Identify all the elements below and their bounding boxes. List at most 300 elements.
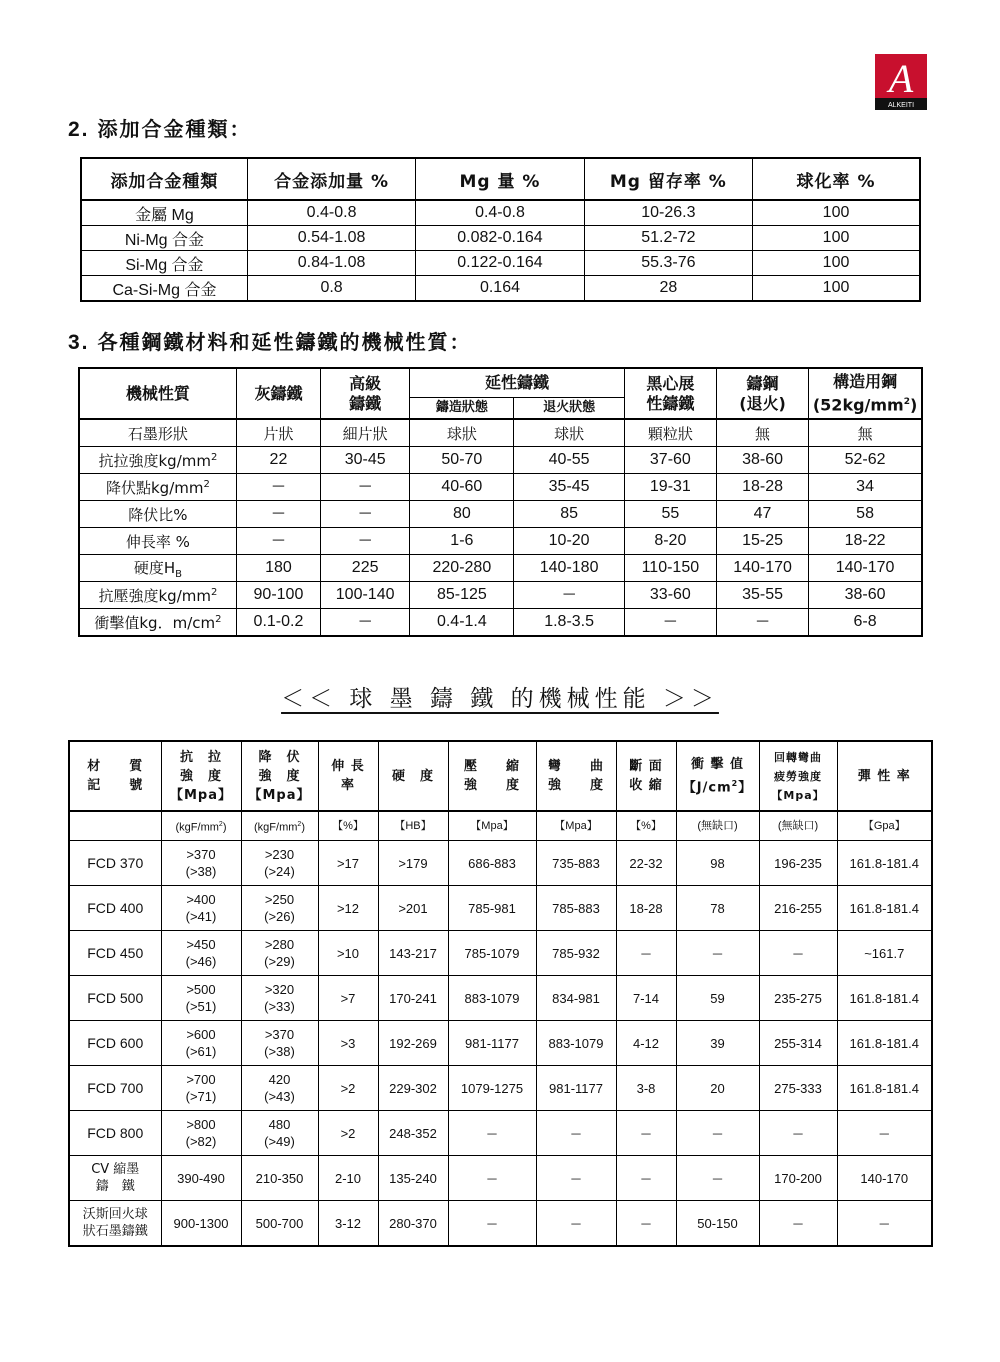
cell: >3 bbox=[318, 1021, 378, 1066]
cell: 30-45 bbox=[321, 447, 410, 474]
cell-line: (>33) bbox=[264, 999, 295, 1014]
cell: 225 bbox=[321, 555, 410, 582]
col-impact-value bbox=[676, 741, 759, 811]
superscript: 2 bbox=[215, 613, 222, 625]
cell: ─ bbox=[616, 1111, 676, 1156]
table-row bbox=[69, 931, 932, 976]
cell: 10-20 bbox=[514, 528, 624, 555]
cell: ─ bbox=[236, 501, 320, 528]
cell: 28 bbox=[584, 276, 752, 302]
row-label-text: 伸長率 % bbox=[125, 532, 190, 551]
unit-cell: 【Mpa】 bbox=[448, 811, 536, 841]
col-ductile-iron: 延性鑄鐵 bbox=[410, 368, 625, 398]
col-alloy-amount: 合金添加量 % bbox=[247, 158, 415, 200]
header-line: (52kg/mm bbox=[812, 395, 904, 415]
cell: 85 bbox=[514, 501, 624, 528]
cell: 229-302 bbox=[378, 1066, 448, 1111]
unit-cell: (無缺口) bbox=[759, 811, 837, 841]
cell: >17 bbox=[318, 841, 378, 886]
cell-line: CV 縮墨 bbox=[91, 1162, 140, 1177]
col-property: 機械性質 bbox=[79, 368, 236, 419]
cell bbox=[241, 886, 318, 931]
table-row bbox=[81, 251, 920, 276]
cell-line: 狀石墨鑄鐵 bbox=[82, 1224, 148, 1239]
row-label-text: 石墨形狀 bbox=[127, 424, 188, 443]
cell: 50-150 bbox=[676, 1201, 759, 1247]
cell: 0.54-1.08 bbox=[247, 226, 415, 251]
cell: 900-1300 bbox=[161, 1201, 241, 1247]
cell: 100 bbox=[753, 251, 920, 276]
cell-line: >500 bbox=[186, 982, 216, 997]
cell: ─ bbox=[716, 609, 808, 637]
col-fatigue-strength bbox=[759, 741, 837, 811]
unit-text: (kgF/mm bbox=[175, 821, 219, 834]
col-elongation bbox=[318, 741, 378, 811]
row-label-text: 衝擊值kg．m/cm bbox=[94, 613, 216, 632]
cell: 38-60 bbox=[809, 582, 922, 609]
cell: 100 bbox=[753, 226, 920, 251]
cell-line: >400 bbox=[186, 892, 216, 907]
header-line: 壓 縮 bbox=[463, 759, 520, 774]
cell: 785-981 bbox=[448, 886, 536, 931]
col-material bbox=[69, 741, 161, 811]
cell: 216-255 bbox=[759, 886, 837, 931]
grade-cell: FCD 600 bbox=[69, 1021, 161, 1066]
cell: 22-32 bbox=[616, 841, 676, 886]
col-bending-strength bbox=[536, 741, 616, 811]
cell: 135-240 bbox=[378, 1156, 448, 1201]
header-line: 伸 長 bbox=[331, 759, 365, 774]
grade-cell bbox=[69, 1156, 161, 1201]
cell: ─ bbox=[514, 582, 624, 609]
superscript: 2 bbox=[297, 820, 302, 828]
cell: ─ bbox=[321, 501, 410, 528]
table-row bbox=[69, 841, 932, 886]
cell: 47 bbox=[716, 501, 808, 528]
col-high-grade-iron bbox=[321, 368, 410, 419]
cell: 0.4-1.4 bbox=[410, 609, 514, 637]
unit-cell: 【%】 bbox=[616, 811, 676, 841]
col-yield-strength bbox=[241, 741, 318, 811]
cell-line: (>38) bbox=[185, 864, 217, 879]
col-annealed: 退火狀態 bbox=[514, 398, 624, 420]
header-line: 強 度 bbox=[258, 768, 301, 784]
cell: >7 bbox=[318, 976, 378, 1021]
cell: 0.082-0.164 bbox=[416, 226, 584, 251]
cell: 球狀 bbox=[410, 419, 514, 447]
cell: 100 bbox=[753, 276, 920, 302]
cell: 15-25 bbox=[716, 528, 808, 555]
cell bbox=[241, 1066, 318, 1111]
cell: 55 bbox=[624, 501, 716, 528]
table-row bbox=[79, 528, 922, 555]
cell: 7-14 bbox=[616, 976, 676, 1021]
cell: ─ bbox=[236, 474, 320, 501]
cell: 金屬 Mg bbox=[81, 200, 247, 226]
table-row bbox=[79, 609, 922, 637]
cell: ─ bbox=[616, 1156, 676, 1201]
company-logo bbox=[875, 54, 927, 110]
cell-line: (>82) bbox=[185, 1134, 217, 1149]
col-cast-steel bbox=[716, 368, 808, 419]
cell: 500-700 bbox=[241, 1201, 318, 1247]
header-line: 】 bbox=[738, 780, 753, 796]
header-line: 性鑄鐵 bbox=[646, 393, 695, 413]
cell-line: (>29) bbox=[264, 954, 295, 969]
header-line: 降 伏 bbox=[258, 749, 301, 765]
header-line: 率 bbox=[340, 778, 355, 793]
cell: 210-350 bbox=[241, 1156, 318, 1201]
cell: 161.8-181.4 bbox=[837, 841, 932, 886]
cell: 785-932 bbox=[536, 931, 616, 976]
cell-line: (>43) bbox=[264, 1089, 295, 1104]
cell: 170-241 bbox=[378, 976, 448, 1021]
cell-line: >600 bbox=[186, 1027, 216, 1042]
cell: >179 bbox=[378, 841, 448, 886]
table-row bbox=[69, 1066, 932, 1111]
cell: 110-150 bbox=[624, 555, 716, 582]
cell-line: >250 bbox=[264, 892, 295, 907]
unit-text: (kgF/mm bbox=[254, 821, 298, 834]
cell-line: 鑄 鐵 bbox=[95, 1179, 135, 1194]
row-label bbox=[79, 609, 236, 637]
row-label-text: 降伏點kg/mm bbox=[105, 478, 204, 497]
cell: ~161.7 bbox=[837, 931, 932, 976]
cell: 0.122-0.164 bbox=[416, 251, 584, 276]
unit-cell bbox=[241, 811, 318, 841]
cell: 39 bbox=[676, 1021, 759, 1066]
units-row bbox=[69, 811, 932, 841]
col-nodularity: 球化率 % bbox=[753, 158, 920, 200]
header-line: 強 度 bbox=[463, 778, 520, 793]
table-row bbox=[79, 555, 922, 582]
alloy-additives-table bbox=[80, 157, 921, 302]
cell-line: (>26) bbox=[264, 909, 295, 924]
cell: ─ bbox=[321, 474, 410, 501]
row-label-text: 降伏比% bbox=[128, 505, 188, 524]
cell: 4-12 bbox=[616, 1021, 676, 1066]
superscript: 2 bbox=[218, 820, 223, 828]
cell: 686-883 bbox=[448, 841, 536, 886]
cell: 883-1079 bbox=[536, 1021, 616, 1066]
table-header-row bbox=[79, 368, 922, 398]
table-row bbox=[79, 501, 922, 528]
cell: 38-60 bbox=[716, 447, 808, 474]
col-compressive-strength bbox=[448, 741, 536, 811]
header-line: 高級 bbox=[349, 373, 382, 393]
cell: 34 bbox=[809, 474, 922, 501]
unit-text: ) bbox=[222, 821, 227, 834]
cell: >2 bbox=[318, 1111, 378, 1156]
ductile-iron-grades-table bbox=[68, 740, 933, 1247]
header-line: (退火) bbox=[739, 393, 786, 413]
cell: 33-60 bbox=[624, 582, 716, 609]
row-label bbox=[79, 419, 236, 447]
header-line: 【Mpa】 bbox=[169, 787, 232, 803]
cell bbox=[241, 931, 318, 976]
cell: ─ bbox=[321, 528, 410, 555]
superscript: 2 bbox=[210, 451, 218, 463]
cell: 58 bbox=[809, 501, 922, 528]
cell-line: (>61) bbox=[185, 1044, 217, 1059]
cell: 40-60 bbox=[410, 474, 514, 501]
cell: 3-12 bbox=[318, 1201, 378, 1247]
col-elastic-modulus: 彈 性 率 bbox=[837, 741, 932, 811]
cell: 55.3-76 bbox=[584, 251, 752, 276]
cell: 735-883 bbox=[536, 841, 616, 886]
cell: 170-200 bbox=[759, 1156, 837, 1201]
header-line: 構造用鋼 bbox=[833, 371, 898, 391]
unit-cell: 【%】 bbox=[318, 811, 378, 841]
header-line: 鑄鐵 bbox=[349, 393, 382, 413]
col-mg-retention: Mg 留存率 % bbox=[584, 158, 752, 200]
cell-line: >280 bbox=[264, 937, 295, 952]
cell-line: (>71) bbox=[185, 1089, 217, 1104]
header-line: 斷 面 bbox=[629, 759, 663, 774]
cell-line: (>41) bbox=[185, 909, 217, 924]
col-mg-amount: Mg 量 % bbox=[416, 158, 584, 200]
cell: 片狀 bbox=[236, 419, 320, 447]
cell: 0.84-1.08 bbox=[247, 251, 415, 276]
cell: ─ bbox=[676, 1156, 759, 1201]
cell: 51.2-72 bbox=[584, 226, 752, 251]
cell: 顆粒狀 bbox=[624, 419, 716, 447]
cell: 18-22 bbox=[809, 528, 922, 555]
cell: ─ bbox=[448, 1156, 536, 1201]
grade-cell: FCD 700 bbox=[69, 1066, 161, 1111]
section-3-text: 各種鋼鐵材料和延性鑄鐵的機械性質： bbox=[97, 330, 472, 354]
cell: 143-217 bbox=[378, 931, 448, 976]
col-reduction-of-area bbox=[616, 741, 676, 811]
cell-line: >800 bbox=[186, 1117, 216, 1132]
unit-cell: 【HB】 bbox=[378, 811, 448, 841]
cell: 98 bbox=[676, 841, 759, 886]
header-line: 材 質 bbox=[87, 759, 144, 774]
cell: 78 bbox=[676, 886, 759, 931]
cell: 59 bbox=[676, 976, 759, 1021]
cell: 無 bbox=[809, 419, 922, 447]
cell: 180 bbox=[236, 555, 320, 582]
cell-line: >450 bbox=[186, 937, 216, 952]
col-tensile-strength bbox=[161, 741, 241, 811]
header-line: 【Mpa】 bbox=[248, 787, 311, 803]
cell: 275-333 bbox=[759, 1066, 837, 1111]
cell: >10 bbox=[318, 931, 378, 976]
table-row bbox=[79, 582, 922, 609]
header-line: 記 號 bbox=[87, 778, 144, 793]
cell bbox=[161, 1111, 241, 1156]
cell bbox=[161, 886, 241, 931]
cell: >201 bbox=[378, 886, 448, 931]
header-line: 衝 擊 值 bbox=[690, 756, 745, 772]
cell: 0.4-0.8 bbox=[416, 200, 584, 226]
header-line: 黑心展 bbox=[646, 373, 695, 393]
cell: 8-20 bbox=[624, 528, 716, 555]
row-label-text: 抗壓強度kg/mm bbox=[98, 586, 211, 605]
cell: 140-170 bbox=[837, 1156, 932, 1201]
cell: 220-280 bbox=[410, 555, 514, 582]
table-row bbox=[81, 200, 920, 226]
section-3-number: 3. bbox=[68, 331, 90, 354]
cell: 161.8-181.4 bbox=[837, 886, 932, 931]
cell bbox=[161, 931, 241, 976]
cell: ─ bbox=[616, 931, 676, 976]
table-row bbox=[81, 276, 920, 302]
cell bbox=[241, 976, 318, 1021]
cell-line: 420 bbox=[268, 1072, 291, 1087]
cell-line: >700 bbox=[186, 1072, 216, 1087]
section-2-title bbox=[68, 113, 252, 142]
cell: Ni-Mg 合金 bbox=[81, 226, 247, 251]
col-gray-iron: 灰鑄鐵 bbox=[236, 368, 320, 419]
cell: 0.8 bbox=[247, 276, 415, 302]
unit-cell: 【Gpa】 bbox=[837, 811, 932, 841]
logo-letter: A bbox=[888, 56, 914, 101]
cell: 19-31 bbox=[624, 474, 716, 501]
grade-cell: FCD 370 bbox=[69, 841, 161, 886]
logo-caption: ALKEITI bbox=[887, 102, 915, 109]
cell: 球狀 bbox=[514, 419, 624, 447]
cell: ─ bbox=[676, 1111, 759, 1156]
cell: 80 bbox=[410, 501, 514, 528]
section-3-title bbox=[68, 326, 472, 355]
table-row bbox=[69, 1021, 932, 1066]
cell: ─ bbox=[236, 528, 320, 555]
cell: ─ bbox=[676, 931, 759, 976]
cell: 785-883 bbox=[536, 886, 616, 931]
cell-line: 480 bbox=[268, 1117, 291, 1132]
cell bbox=[241, 1111, 318, 1156]
cell: 1-6 bbox=[410, 528, 514, 555]
header-line: 抗 拉 bbox=[179, 749, 222, 765]
cell: Ca-Si-Mg 合金 bbox=[81, 276, 247, 302]
cell: 細片狀 bbox=[321, 419, 410, 447]
cell: 280-370 bbox=[378, 1201, 448, 1247]
table-row bbox=[69, 886, 932, 931]
unit-cell bbox=[161, 811, 241, 841]
cell: ─ bbox=[624, 609, 716, 637]
cell: 50-70 bbox=[410, 447, 514, 474]
cell-line: (>51) bbox=[185, 999, 217, 1014]
cell: ─ bbox=[536, 1111, 616, 1156]
cell: 35-55 bbox=[716, 582, 808, 609]
cell: 1079-1275 bbox=[448, 1066, 536, 1111]
cell: 785-1079 bbox=[448, 931, 536, 976]
table-row bbox=[69, 1156, 932, 1201]
cell: 52-62 bbox=[809, 447, 922, 474]
cell: 20 bbox=[676, 1066, 759, 1111]
cell-line: >230 bbox=[264, 847, 295, 862]
cell: 18-28 bbox=[616, 886, 676, 931]
cell: ─ bbox=[759, 1111, 837, 1156]
table-header-row bbox=[81, 158, 920, 200]
unit-cell bbox=[69, 811, 161, 841]
header-line: 【Mpa】 bbox=[771, 788, 825, 802]
ductile-iron-banner bbox=[0, 680, 1000, 713]
cell: 100-140 bbox=[321, 582, 410, 609]
cell: 981-1177 bbox=[448, 1021, 536, 1066]
row-label bbox=[79, 447, 236, 474]
unit-text: ) bbox=[301, 821, 305, 834]
header-line: 收 縮 bbox=[629, 778, 663, 793]
table-row bbox=[69, 1111, 932, 1156]
table-row bbox=[79, 474, 922, 501]
cell-line: (>49) bbox=[264, 1134, 295, 1149]
grade-cell: FCD 800 bbox=[69, 1111, 161, 1156]
superscript: 2 bbox=[731, 778, 739, 788]
cell: 37-60 bbox=[624, 447, 716, 474]
cell: ─ bbox=[536, 1156, 616, 1201]
cell: ─ bbox=[448, 1111, 536, 1156]
cell: 6-8 bbox=[809, 609, 922, 637]
cell: 35-45 bbox=[514, 474, 624, 501]
cell: ─ bbox=[321, 609, 410, 637]
cell: Si-Mg 合金 bbox=[81, 251, 247, 276]
cell: 883-1079 bbox=[448, 976, 536, 1021]
cell: 834-981 bbox=[536, 976, 616, 1021]
cell: 18-28 bbox=[716, 474, 808, 501]
table-header-row bbox=[69, 741, 932, 811]
table-row bbox=[79, 419, 922, 447]
cell-line: (>38) bbox=[264, 1044, 295, 1059]
row-label bbox=[79, 555, 236, 582]
unit-cell: (無缺口) bbox=[676, 811, 759, 841]
section-2-text: 添加合金種類： bbox=[97, 117, 252, 141]
cell: 無 bbox=[716, 419, 808, 447]
cell: 100 bbox=[753, 200, 920, 226]
cell: 3-8 bbox=[616, 1066, 676, 1111]
row-label bbox=[79, 582, 236, 609]
cell: 0.164 bbox=[416, 276, 584, 302]
cell bbox=[161, 841, 241, 886]
cell: 196-235 bbox=[759, 841, 837, 886]
col-malleable-iron bbox=[624, 368, 716, 419]
table-row bbox=[69, 1201, 932, 1247]
cell-line: (>46) bbox=[185, 954, 217, 969]
header-line: 疲勞強度 bbox=[774, 769, 822, 783]
cell: 1.8-3.5 bbox=[514, 609, 624, 637]
grade-cell: FCD 500 bbox=[69, 976, 161, 1021]
cell: 192-269 bbox=[378, 1021, 448, 1066]
cell: 140-170 bbox=[716, 555, 808, 582]
grade-cell bbox=[69, 1201, 161, 1247]
row-label-text: 抗拉強度kg/mm bbox=[98, 451, 211, 470]
cell: ─ bbox=[616, 1201, 676, 1247]
cell: 981-1177 bbox=[536, 1066, 616, 1111]
cell: 161.8-181.4 bbox=[837, 976, 932, 1021]
cell bbox=[161, 1066, 241, 1111]
cell bbox=[161, 1021, 241, 1066]
section-2-number: 2. bbox=[68, 118, 90, 141]
row-label bbox=[79, 501, 236, 528]
cell bbox=[241, 841, 318, 886]
header-line: 回轉彎曲 bbox=[774, 750, 822, 764]
cell bbox=[241, 1021, 318, 1066]
cell-line: 沃斯回火球 bbox=[82, 1207, 148, 1222]
cell: 90-100 bbox=[236, 582, 320, 609]
cell-line: (>24) bbox=[264, 864, 295, 879]
table-row bbox=[69, 976, 932, 1021]
superscript: 2 bbox=[210, 586, 218, 598]
grade-cell: FCD 450 bbox=[69, 931, 161, 976]
cell: 10-26.3 bbox=[584, 200, 752, 226]
cell: ─ bbox=[837, 1201, 932, 1247]
row-label-text: 硬度H bbox=[133, 558, 176, 577]
subscript: B bbox=[175, 568, 182, 580]
col-structural-steel bbox=[809, 368, 922, 419]
superscript: 2 bbox=[903, 396, 910, 407]
cell: 22 bbox=[236, 447, 320, 474]
